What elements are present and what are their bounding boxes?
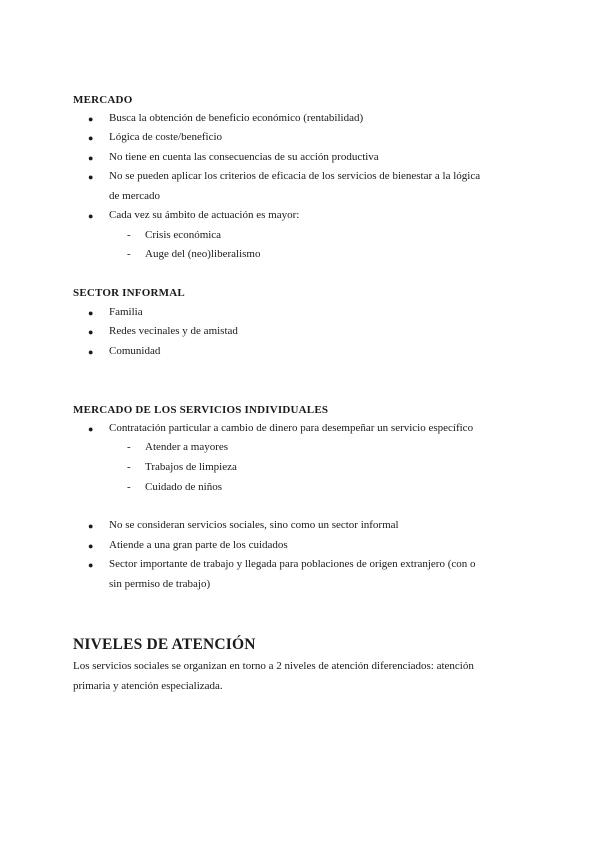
list-item: Familia	[109, 306, 143, 318]
paragraph-line: primaria y atención especializada.	[73, 680, 223, 692]
list-item: Busca la obtención de beneficio económico (rentabilidad)	[109, 112, 364, 124]
bullet-icon: ●	[88, 133, 94, 143]
list-item: No se pueden aplicar los criterios de eficacia de los servicios de bienestar a la lógica	[109, 170, 481, 182]
section-heading-servicios-individuales: MERCADO DE LOS SERVICIOS INDIVIDUALES	[73, 404, 329, 416]
list-item: Redes vecinales y de amistad	[109, 325, 238, 337]
list-item: Atiende a una gran parte de los cuidados	[109, 539, 288, 551]
dash-icon: -	[127, 481, 131, 493]
bullet-icon: ●	[88, 541, 94, 551]
dash-icon: -	[127, 229, 131, 241]
bullet-icon: ●	[88, 211, 94, 221]
section-heading-mercado: MERCADO	[73, 94, 133, 106]
sub-list-item: Auge del (neo)liberalismo	[145, 248, 261, 260]
list-item: Comunidad	[109, 345, 161, 357]
dash-icon: -	[127, 248, 131, 260]
dash-icon: -	[127, 461, 131, 473]
bullet-icon: ●	[88, 521, 94, 531]
list-item: Sector importante de trabajo y llegada para poblaciones de origen extranjero (con o	[109, 558, 476, 570]
section-heading-sector-informal: SECTOR INFORMAL	[73, 287, 185, 299]
sub-list-item: Trabajos de limpieza	[145, 461, 237, 473]
sub-list-item: Cuidado de niños	[145, 481, 222, 493]
bullet-icon: ●	[88, 424, 94, 434]
sub-list-item: Crisis económica	[145, 229, 222, 241]
bullet-icon: ●	[88, 153, 94, 163]
dash-icon: -	[127, 441, 131, 453]
sub-list-item: Atender a mayores	[145, 441, 229, 453]
paragraph-line: Los servicios sociales se organizan en torno a 2 niveles de atención diferenciados: atención	[73, 660, 474, 672]
bullet-icon: ●	[88, 114, 94, 124]
bullet-icon: ●	[88, 347, 94, 357]
bullet-icon: ●	[88, 327, 94, 337]
list-item: Cada vez su ámbito de actuación es mayor:	[109, 209, 300, 221]
bullet-icon: ●	[88, 308, 94, 318]
list-item: Contratación particular a cambio de dinero para desempeñar un servicio específico	[109, 422, 474, 434]
list-item: Lógica de coste/beneficio	[109, 131, 223, 143]
bullet-icon: ●	[88, 172, 94, 182]
section-heading-niveles: NIVELES DE ATENCIÓN	[73, 636, 256, 653]
list-item-continuation: sin permiso de trabajo)	[109, 578, 211, 590]
list-item: No tiene en cuenta las consecuencias de su acción productiva	[109, 151, 379, 163]
bullet-icon: ●	[88, 560, 94, 570]
list-item: No se consideran servicios sociales, sino como un sector informal	[109, 519, 399, 531]
list-item-continuation: de mercado	[109, 190, 160, 202]
